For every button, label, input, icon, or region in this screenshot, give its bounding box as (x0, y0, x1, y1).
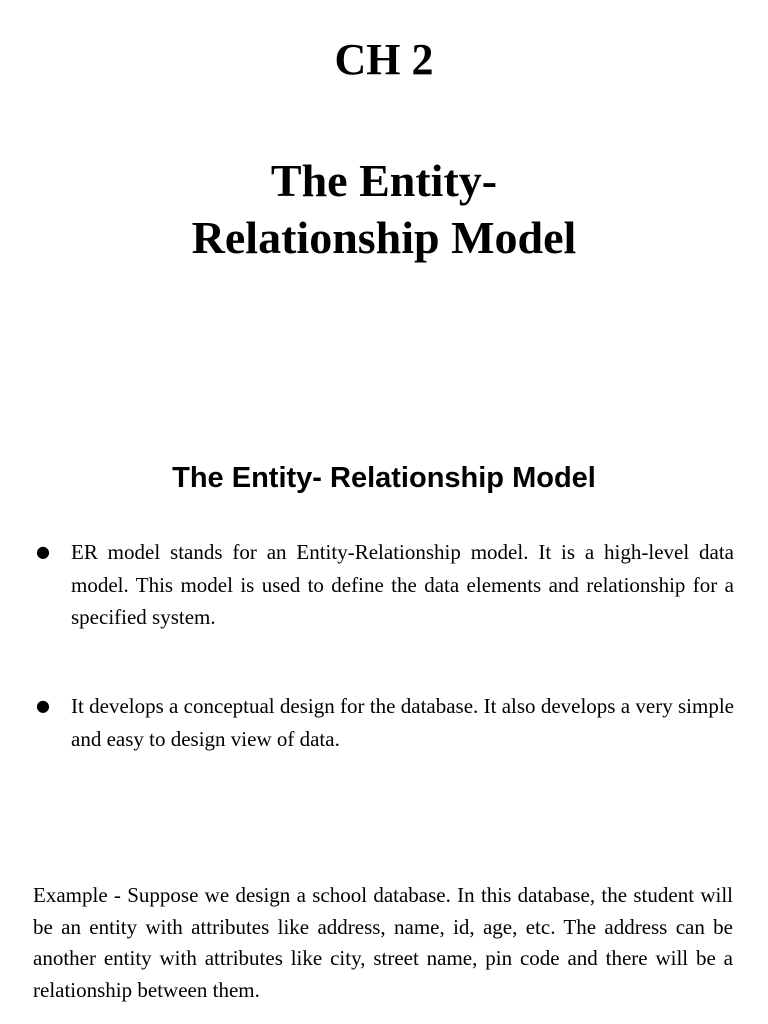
bullet-marker-icon: ● (36, 542, 50, 561)
bullet-item-1 (36, 536, 734, 634)
chapter-title-line-1: The Entity- (270, 155, 498, 206)
section-heading: The Entity- Relationship Model (172, 462, 596, 494)
bullet-text: ER model stands for an Entity-Relationship model. It is a high-level data model. This model is used to define the data elements and relationship for a specified system. (71, 540, 734, 629)
bullet-item-2 (36, 690, 734, 755)
bullet-text: It develops a conceptual design for the database. It also develops a very simple and easy to design view of data. (71, 694, 734, 751)
chapter-title (0, 152, 768, 266)
chapter-title-line-2: Relationship Model (191, 212, 577, 263)
bullet-marker-icon: ● (36, 696, 50, 715)
chapter-number: CH 2 (334, 35, 434, 84)
example-paragraph: Example - Suppose we design a school database. In this database, the student will be an entity with attributes like address, name, id, age, etc. The address can be another entity with attributes like city, street name, pin code and there will be a relationship between them. (33, 883, 733, 1002)
